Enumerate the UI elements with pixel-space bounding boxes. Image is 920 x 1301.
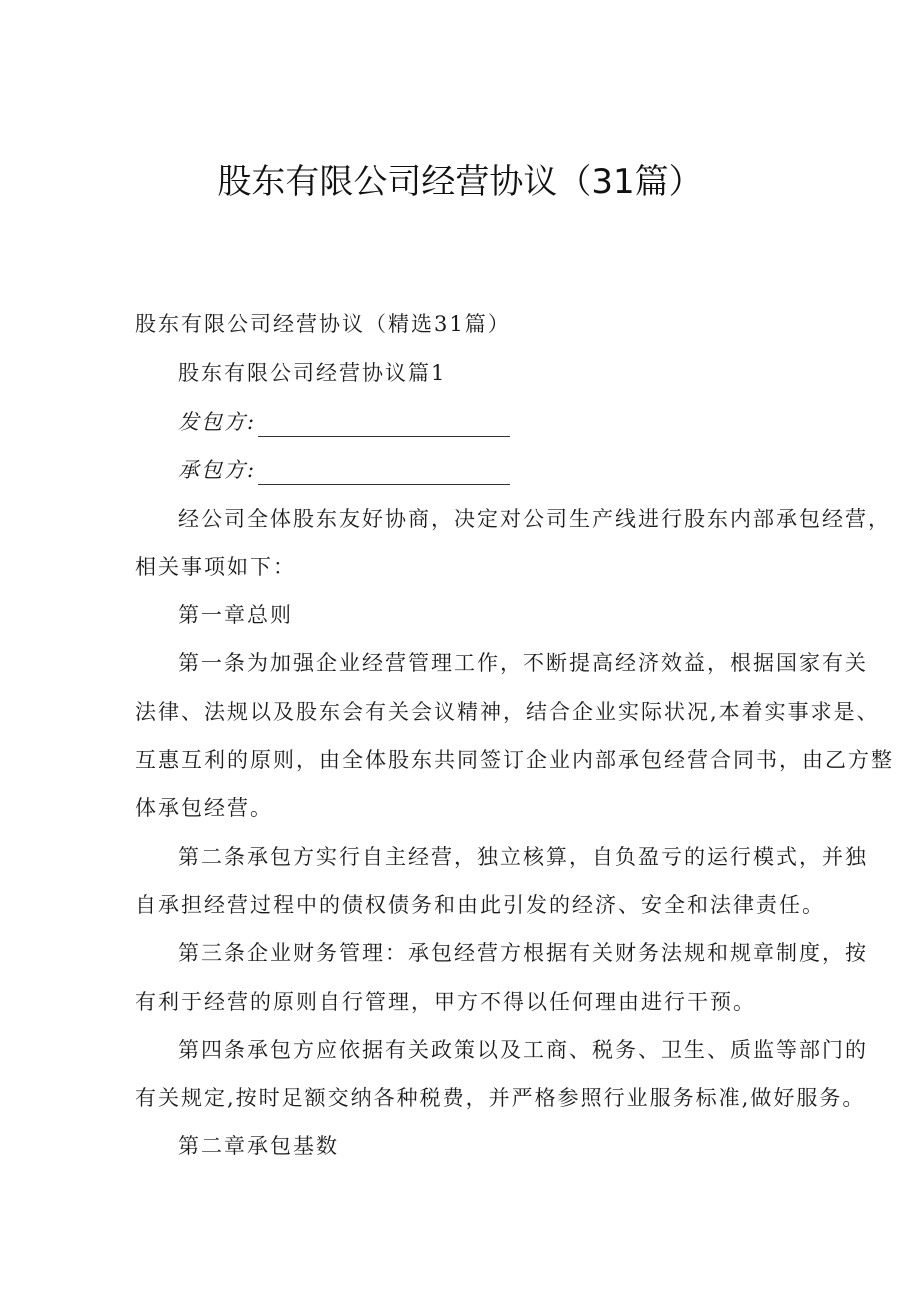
- section-heading: 股东有限公司经营协议篇1: [178, 361, 447, 385]
- paragraph-line: 第四条承包方应依据有关政策以及工商、税务、卫生、质监等部门的: [178, 1038, 868, 1062]
- chapter-heading: 第二章承包基数: [178, 1134, 339, 1158]
- document-title: 股东有限公司经营协议（31篇）: [217, 162, 703, 202]
- paragraph-line: 有利于经营的原则自行管理，甲方不得以任何理由进行干预。: [135, 990, 756, 1014]
- document-subtitle: 股东有限公司经营协议（精选31篇）: [135, 312, 511, 336]
- party-b-line: [178, 455, 510, 485]
- paragraph-line: 互惠互利的原则，由全体股东共同签订企业内部承包经营合同书，由乙方整: [135, 748, 894, 772]
- paragraph-line: 第三条企业财务管理：承包经营方根据有关财务法规和规章制度，按: [178, 941, 868, 965]
- chapter-heading: 第一章总则: [178, 603, 293, 627]
- paragraph-line: 经公司全体股东友好协商，决定对公司生产线进行股东内部承包经营，: [178, 507, 891, 531]
- paragraph-line: 有关规定,按时足额交纳各种税费，并严格参照行业服务标准,做好服务。: [135, 1086, 866, 1110]
- party-b-blank: [258, 462, 510, 485]
- paragraph-line: 相关事项如下：: [135, 555, 296, 579]
- party-a-blank: [258, 414, 510, 437]
- paragraph-line: 第二条承包方实行自主经营，独立核算，自负盈亏的运行模式，并独: [178, 845, 868, 869]
- party-b-label: 承包方:: [178, 458, 257, 482]
- paragraph-line: 法律、法规以及股东会有关会议精神，结合企业实际状况,本着实事求是、: [135, 700, 880, 724]
- paragraph-line: 体承包经营。: [135, 796, 273, 820]
- party-a-label: 发包方:: [178, 410, 257, 434]
- party-a-line: [178, 407, 510, 437]
- paragraph-line: 第一条为加强企业经营管理工作，不断提高经济效益，根据国家有关: [178, 651, 868, 675]
- paragraph-line: 自承担经营过程中的债权债务和由此引发的经济、安全和法律责任。: [135, 893, 825, 917]
